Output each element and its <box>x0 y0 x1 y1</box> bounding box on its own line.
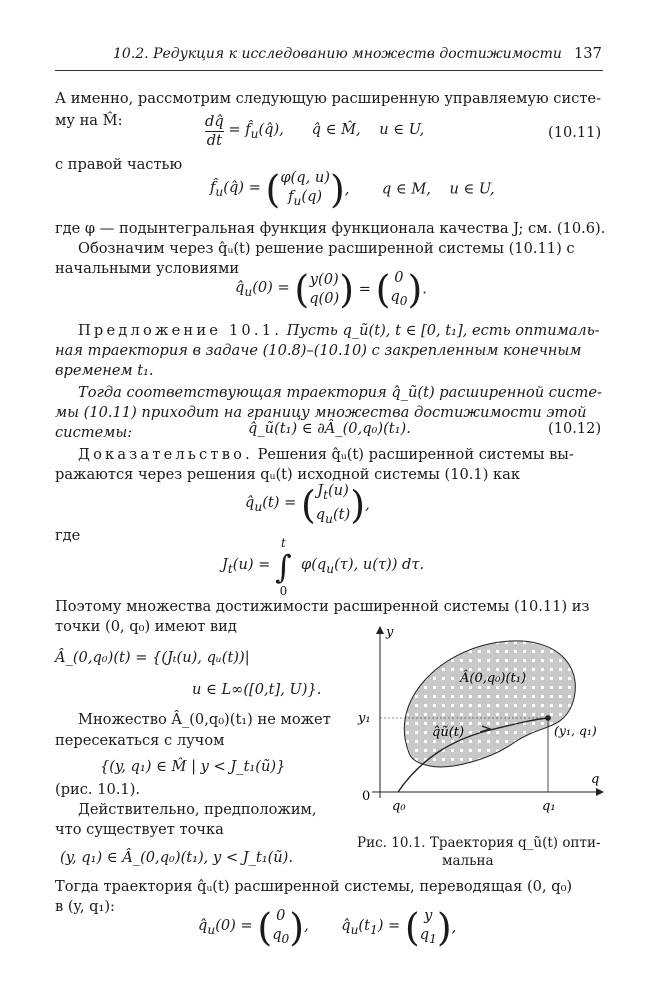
proof-line <box>78 445 574 465</box>
proposition-line: Тогда соответствующая траектория q̂_ũ(t) расширенной систе- <box>78 384 602 401</box>
paragraph-line: начальными условиями <box>55 260 240 277</box>
proposition-line: мы (10.11) приходит на границу множества достижимости этой <box>55 404 587 421</box>
paragraph-line: в (y, q₁): <box>55 898 115 915</box>
axis-q-label: q <box>591 772 600 787</box>
paragraph-line: (рис. 10.1). <box>55 781 141 798</box>
trajectory-label: q̂ũ(t) <box>432 725 465 740</box>
paragraph-line: ражаются через решения qᵤ(t) исходной системы (10.1) как <box>55 466 520 483</box>
set-label: Â(0,q₀)(t₁) <box>460 671 527 686</box>
paragraph-line: Действительно, предположим, <box>78 801 317 818</box>
paragraph-line: му на M̂: <box>55 112 123 129</box>
paragraph-line: пересекаться с лучом <box>55 732 225 749</box>
proposition-label: Предложение 10.1. <box>78 322 283 339</box>
equation-reachable-set-cont: u ∈ L∞([0,t], U)}. <box>192 681 322 698</box>
figure-caption-line: мальна <box>442 853 494 869</box>
figure-10-1 <box>350 620 610 820</box>
header-rule <box>55 70 603 71</box>
paragraph-line: Множество Â_(0,q₀)(t₁) не может <box>78 711 331 728</box>
proof-text: Решения q̂ᵤ(t) расширенной системы вы- <box>257 446 574 463</box>
equation-boundary-values: $q̂_u(0)$ = ( 0 $q_0$), $q̂_u(t_1)$ = ( y $q_1$), <box>198 905 457 950</box>
endpoint <box>545 715 551 721</box>
paragraph-line: где φ — подынтегральная функция функционала качества J; см. (10.6). <box>55 220 606 237</box>
proposition-line: системы: <box>55 424 133 441</box>
equation-extended-solution: $q̂_u(t) = (J_t(u)$ $q_u(t)$), <box>245 482 370 527</box>
proposition-line: временем t₁. <box>55 362 154 379</box>
equation-number: (10.11) <box>548 124 602 141</box>
figure-caption-line: Рис. 10.1. Траектория q_ũ(t) опти- <box>357 835 601 851</box>
tick-q0: q₀ <box>392 799 406 814</box>
equation-10-11: $\frac{dq̂}{dt}$ = $f̂_u(q̂)$, q̂ ∈ M̂, u ∈ U, <box>205 113 425 149</box>
tick-q1: q₁ <box>542 799 556 814</box>
equation-point: (y, q₁) ∈ Â_(0,q₀)(t₁), y < J_t₁(ũ). <box>60 849 294 866</box>
equation-initial-conditions: $q̂_u(0) = (y(0)$ q(0)) = ( 0 $q_0$). <box>235 267 427 312</box>
running-header: 10.2. Редукция к исследованию множеств достижимости <box>113 46 562 62</box>
equation-10-12: q̂_ũ(t₁) ∈ ∂Â_(0,q₀)(t₁). <box>248 420 411 437</box>
equation-right-part: $f̂_u(q̂) = (\varphi(q$, u) $f_u(q)$ ), q ∈ M, u ∈ U, <box>210 167 495 212</box>
equation-integral: $J_t(u)$ = t ∫ 0 $\varphi(q_u(\tau)$, u(τ)) dτ. <box>222 536 425 598</box>
proposition-line <box>78 321 600 341</box>
paragraph-line: А именно, рассмотрим следующую расширенную управляемую систе- <box>55 90 601 107</box>
paragraph-line: Обозначим через q̂ᵤ(t) решение расширенной системы (10.11) с <box>78 240 575 257</box>
axis-y-label: y <box>386 625 394 640</box>
proposition-text: Пусть q_ũ(t), t ∈ [0, t₁], есть оптималь- <box>286 322 600 339</box>
paragraph-line: где <box>55 527 81 544</box>
paragraph-line: что существует точка <box>55 821 224 838</box>
paragraph-line: точки (0, q₀) имеют вид <box>55 618 237 635</box>
origin-label: 0 <box>362 789 371 804</box>
paragraph-line: с правой частью <box>55 156 183 173</box>
tick-y1: y₁ <box>358 711 371 726</box>
equation-ray: {(y, q₁) ∈ M̂ | y < J_t₁(ũ)} <box>100 758 286 775</box>
point-label: (y₁, q₁) <box>554 723 597 738</box>
paragraph-line: Тогда траектория q̂ᵤ(t) расширенной системы, переводящая (0, q₀) <box>55 878 573 895</box>
paragraph-line: Поэтому множества достижимости расширенной системы (10.11) из <box>55 598 590 615</box>
proof-label: Доказательство. <box>78 446 253 463</box>
proposition-line: ная траектория в задаче (10.8)–(10.10) с закрепленным конечным <box>55 342 582 359</box>
equation-reachable-set: Â_(0,q₀)(t) = {(Jₜ(u), qᵤ(t))| <box>55 649 250 666</box>
equation-number: (10.12) <box>548 420 602 437</box>
page-number: 137 <box>574 45 602 62</box>
reachable-set <box>404 641 575 767</box>
